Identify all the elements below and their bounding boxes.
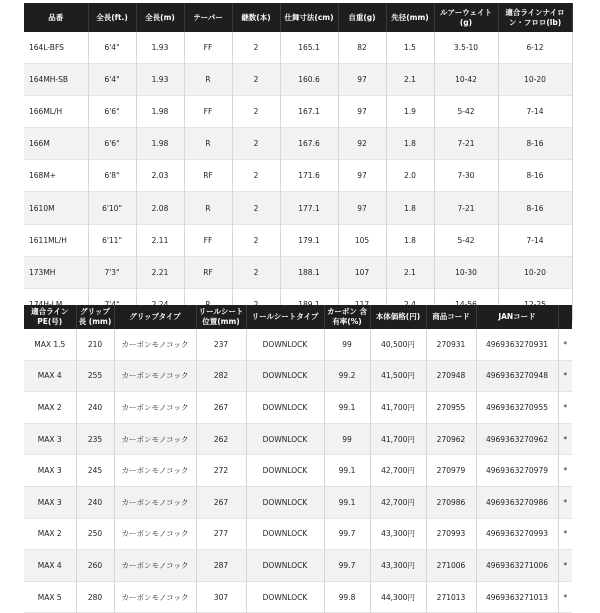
- table1-cell: 2.21: [136, 256, 184, 288]
- table1-cell: 8-16: [498, 192, 572, 224]
- table2-header-cell: カーボン 含有率(%): [324, 305, 370, 329]
- table2-cell: 271013: [426, 581, 476, 613]
- rod-price-body: [24, 329, 572, 613]
- table-row: [24, 423, 572, 455]
- table1-cell: 97: [338, 192, 386, 224]
- table1-header-cell: 先径(mm): [386, 3, 434, 32]
- table1-cell: 6'10": [88, 192, 136, 224]
- table1-cell: FF: [184, 32, 232, 64]
- table1-header-cell: 適合ラインナイロン・フロロ(lb): [498, 3, 572, 32]
- table1-cell: R: [184, 192, 232, 224]
- table1-cell: 2: [232, 192, 280, 224]
- table2-cell: DOWNLOCK: [246, 550, 324, 582]
- table-row: [24, 581, 572, 613]
- table2-cell: 40,500円: [370, 329, 426, 360]
- table1-header-cell: ルアーウェイト(g): [434, 3, 498, 32]
- table2-cell: カーボンモノコック: [114, 550, 196, 582]
- table1-cell: 5-42: [434, 224, 498, 256]
- table2-cell: カーボンモノコック: [114, 329, 196, 360]
- table2-cell: *: [558, 392, 572, 424]
- table1-cell: 6'4": [88, 32, 136, 64]
- table1-cell: RF: [184, 256, 232, 288]
- table2-cell: 250: [76, 518, 114, 550]
- table1-cell: 10-20: [498, 256, 572, 288]
- table2-cell: MAX 5: [24, 581, 76, 613]
- table-row: [24, 256, 572, 288]
- table2-cell: 272: [196, 455, 246, 487]
- table2-cell: 270993: [426, 518, 476, 550]
- table2-cell: 260: [76, 550, 114, 582]
- table2-cell: 240: [76, 486, 114, 518]
- table1-cell: 2: [232, 96, 280, 128]
- table1-cell: 10-42: [434, 64, 498, 96]
- table2-cell: カーボンモノコック: [114, 392, 196, 424]
- table1-header-cell: 継数(本): [232, 3, 280, 32]
- table2-cell: 235: [76, 423, 114, 455]
- table2-cell: 277: [196, 518, 246, 550]
- table2-cell: DOWNLOCK: [246, 455, 324, 487]
- table1-cell: 1.93: [136, 32, 184, 64]
- table2-cell: 271006: [426, 550, 476, 582]
- table1-cell: 8-16: [498, 128, 572, 160]
- table1-cell: 171.6: [280, 160, 338, 192]
- table2-cell: 267: [196, 392, 246, 424]
- table1-cell: 97: [338, 160, 386, 192]
- table2-cell: 237: [196, 329, 246, 360]
- table1-cell: 2.1: [386, 256, 434, 288]
- table2-cell: DOWNLOCK: [246, 581, 324, 613]
- table-row: [24, 455, 572, 487]
- table-row: [24, 96, 572, 128]
- table1-header-cell: テーパー: [184, 3, 232, 32]
- table1-cell: 160.6: [280, 64, 338, 96]
- table1-cell: 6'8": [88, 160, 136, 192]
- table2-cell: DOWNLOCK: [246, 360, 324, 392]
- table2-cell: 44,300円: [370, 581, 426, 613]
- table2-cell: 99.1: [324, 392, 370, 424]
- table1-cell: 1.8: [386, 192, 434, 224]
- table2-header-cell: JANコード: [476, 305, 558, 329]
- table2-header-cell: 本体価格(円): [370, 305, 426, 329]
- table2-cell: カーボンモノコック: [114, 423, 196, 455]
- table1-cell: 6'6": [88, 96, 136, 128]
- table2-cell: 4969363270948: [476, 360, 558, 392]
- table1-cell: 7-30: [434, 160, 498, 192]
- table2-cell: *: [558, 518, 572, 550]
- table2-cell: カーボンモノコック: [114, 360, 196, 392]
- rod-price-table: [24, 305, 572, 613]
- table2-cell: MAX 3: [24, 423, 76, 455]
- table-row: [24, 224, 572, 256]
- table1-cell: 107: [338, 256, 386, 288]
- table1-cell: 7-21: [434, 192, 498, 224]
- table2-cell: MAX 3: [24, 486, 76, 518]
- table2-header-cell: グリップタイプ: [114, 305, 196, 329]
- table1-cell: 2.0: [386, 160, 434, 192]
- table1-cell: 2.11: [136, 224, 184, 256]
- table1-cell: 1.98: [136, 128, 184, 160]
- table2-cell: DOWNLOCK: [246, 392, 324, 424]
- table-row: [24, 550, 572, 582]
- rod-price-header: [24, 305, 572, 329]
- table1-cell: 8-16: [498, 160, 572, 192]
- table1-cell: 2: [232, 128, 280, 160]
- table1-cell: 166M: [24, 128, 88, 160]
- table2-cell: *: [558, 423, 572, 455]
- table2-cell: 4969363270955: [476, 392, 558, 424]
- table2-cell: MAX 4: [24, 550, 76, 582]
- table1-cell: 164L-BFS: [24, 32, 88, 64]
- table1-cell: 82: [338, 32, 386, 64]
- table2-cell: 282: [196, 360, 246, 392]
- table1-cell: 2.03: [136, 160, 184, 192]
- table2-cell: DOWNLOCK: [246, 423, 324, 455]
- table1-cell: 1610M: [24, 192, 88, 224]
- table1-cell: 165.1: [280, 32, 338, 64]
- table2-header-cell: リールシート 位置(mm): [196, 305, 246, 329]
- table2-cell: 255: [76, 360, 114, 392]
- table2-cell: 270948: [426, 360, 476, 392]
- table2-cell: 4969363271006: [476, 550, 558, 582]
- table2-cell: 99.1: [324, 455, 370, 487]
- table-row: [24, 518, 572, 550]
- table1-cell: 166ML/H: [24, 96, 88, 128]
- table1-cell: 3.5-10: [434, 32, 498, 64]
- table1-cell: 177.1: [280, 192, 338, 224]
- table2-cell: 99.7: [324, 518, 370, 550]
- rod-spec-header: [24, 3, 572, 32]
- table2-cell: *: [558, 329, 572, 360]
- table2-cell: 43,300円: [370, 550, 426, 582]
- table1-cell: 167.6: [280, 128, 338, 160]
- table1-cell: 7-14: [498, 224, 572, 256]
- table2-cell: 270979: [426, 455, 476, 487]
- table1-cell: 1.5: [386, 32, 434, 64]
- table2-cell: DOWNLOCK: [246, 329, 324, 360]
- table2-cell: DOWNLOCK: [246, 486, 324, 518]
- table2-cell: カーボンモノコック: [114, 581, 196, 613]
- table1-cell: 1.9: [386, 96, 434, 128]
- table1-cell: 1611ML/H: [24, 224, 88, 256]
- table2-cell: 240: [76, 392, 114, 424]
- table2-cell: 262: [196, 423, 246, 455]
- table1-header-cell: 品番: [24, 3, 88, 32]
- table1-cell: R: [184, 64, 232, 96]
- rod-spec-table: [24, 3, 573, 321]
- table1-cell: 6-12: [498, 32, 572, 64]
- table1-cell: FF: [184, 224, 232, 256]
- table1-cell: 2: [232, 160, 280, 192]
- table1-header-cell: 全長(ft.): [88, 3, 136, 32]
- table2-cell: 4969363270979: [476, 455, 558, 487]
- table2-cell: 99.8: [324, 581, 370, 613]
- table1-cell: 6'6": [88, 128, 136, 160]
- table1-cell: 2: [232, 224, 280, 256]
- table-row: [24, 32, 572, 64]
- table2-cell: 267: [196, 486, 246, 518]
- table2-cell: 41,700円: [370, 423, 426, 455]
- table1-cell: 97: [338, 96, 386, 128]
- table1-cell: 2.1: [386, 64, 434, 96]
- table2-header-cell: 適合ライン PE(号): [24, 305, 76, 329]
- table-row: [24, 160, 572, 192]
- table1-header-cell: 自重(g): [338, 3, 386, 32]
- table1-header-cell: 仕舞寸法(cm): [280, 3, 338, 32]
- table1-cell: 1.8: [386, 128, 434, 160]
- table1-cell: 1.8: [386, 224, 434, 256]
- table1-cell: 105: [338, 224, 386, 256]
- table2-cell: 4969363270993: [476, 518, 558, 550]
- table1-cell: 179.1: [280, 224, 338, 256]
- table1-cell: 2: [232, 256, 280, 288]
- table2-cell: 4969363271013: [476, 581, 558, 613]
- table1-cell: 6'4": [88, 64, 136, 96]
- table2-cell: MAX 1.5: [24, 329, 76, 360]
- table1-cell: FF: [184, 96, 232, 128]
- table2-cell: 270986: [426, 486, 476, 518]
- table1-cell: 10-20: [498, 64, 572, 96]
- table-row: [24, 128, 572, 160]
- table1-cell: 10-30: [434, 256, 498, 288]
- table2-cell: 41,500円: [370, 360, 426, 392]
- table2-cell: MAX 2: [24, 518, 76, 550]
- table-row: [24, 329, 572, 360]
- table1-header-cell: 全長(m): [136, 3, 184, 32]
- table-row: [24, 486, 572, 518]
- table2-cell: MAX 4: [24, 360, 76, 392]
- table2-cell: *: [558, 486, 572, 518]
- table2-cell: 270931: [426, 329, 476, 360]
- table1-cell: 5-42: [434, 96, 498, 128]
- table1-cell: 2: [232, 64, 280, 96]
- table2-cell: 99.2: [324, 360, 370, 392]
- table2-cell: 270962: [426, 423, 476, 455]
- table2-cell: 287: [196, 550, 246, 582]
- table1-cell: 97: [338, 64, 386, 96]
- table2-cell: *: [558, 455, 572, 487]
- table2-cell: 43,300円: [370, 518, 426, 550]
- table1-cell: 173MH: [24, 256, 88, 288]
- table1-cell: 7-14: [498, 96, 572, 128]
- table1-cell: 1.93: [136, 64, 184, 96]
- table1-cell: 7'3": [88, 256, 136, 288]
- table2-cell: カーボンモノコック: [114, 486, 196, 518]
- table1-cell: 7-21: [434, 128, 498, 160]
- rod-spec-body: [24, 32, 572, 320]
- table2-cell: DOWNLOCK: [246, 518, 324, 550]
- table1-cell: R: [184, 128, 232, 160]
- table1-cell: 92: [338, 128, 386, 160]
- table1-cell: 2: [232, 32, 280, 64]
- table1-cell: 168M+: [24, 160, 88, 192]
- table2-cell: 280: [76, 581, 114, 613]
- table2-cell: 99: [324, 423, 370, 455]
- table2-cell: MAX 3: [24, 455, 76, 487]
- table2-cell: 4969363270986: [476, 486, 558, 518]
- table2-cell: *: [558, 550, 572, 582]
- table2-cell: 42,700円: [370, 486, 426, 518]
- table1-cell: 6'11": [88, 224, 136, 256]
- table1-cell: RF: [184, 160, 232, 192]
- table2-header-cell: [558, 305, 572, 329]
- table2-cell: 41,700円: [370, 392, 426, 424]
- table2-cell: 99.7: [324, 550, 370, 582]
- table1-cell: 188.1: [280, 256, 338, 288]
- table2-cell: MAX 2: [24, 392, 76, 424]
- table2-header-cell: リールシートタイプ: [246, 305, 324, 329]
- table2-cell: 99: [324, 329, 370, 360]
- table1-cell: 1.98: [136, 96, 184, 128]
- table-row: [24, 192, 572, 224]
- table2-cell: *: [558, 581, 572, 613]
- table1-cell: 164MH-SB: [24, 64, 88, 96]
- table2-cell: 307: [196, 581, 246, 613]
- table2-cell: 4969363270962: [476, 423, 558, 455]
- table2-header-cell: 商品コード: [426, 305, 476, 329]
- table1-cell: 2.08: [136, 192, 184, 224]
- table2-cell: 210: [76, 329, 114, 360]
- table1-cell: 167.1: [280, 96, 338, 128]
- table2-cell: 42,700円: [370, 455, 426, 487]
- table2-header-cell: グリップ長 (mm): [76, 305, 114, 329]
- table-row: [24, 392, 572, 424]
- table2-cell: カーボンモノコック: [114, 518, 196, 550]
- table2-cell: 99.1: [324, 486, 370, 518]
- table2-cell: *: [558, 360, 572, 392]
- table2-cell: 245: [76, 455, 114, 487]
- table-row: [24, 360, 572, 392]
- table-row: [24, 64, 572, 96]
- table2-cell: 4969363270931: [476, 329, 558, 360]
- table2-cell: 270955: [426, 392, 476, 424]
- table2-cell: カーボンモノコック: [114, 455, 196, 487]
